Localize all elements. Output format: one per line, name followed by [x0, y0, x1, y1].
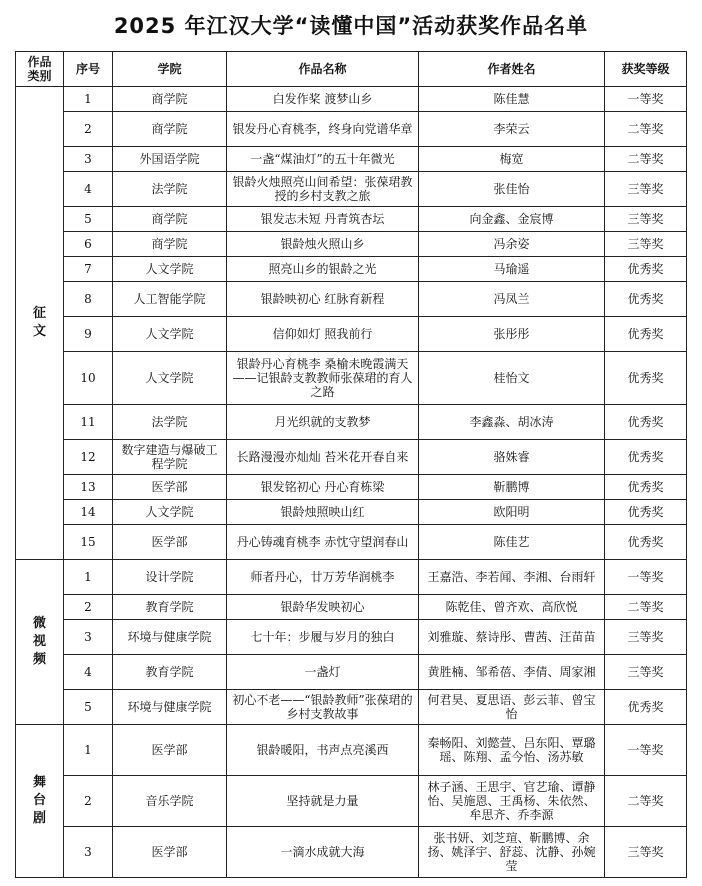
college-cell: 医学部 — [113, 525, 227, 560]
award-cell: 三等奖 — [605, 172, 687, 207]
seq-cell: 3 — [64, 620, 113, 655]
seq-cell: 1 — [64, 560, 113, 595]
seq-cell: 15 — [64, 525, 113, 560]
table-row — [16, 560, 687, 595]
category-label: 微视频 — [32, 616, 46, 667]
work-cell: 信仰如灯 照我前行 — [227, 317, 419, 352]
header-college: 学院 — [113, 52, 227, 87]
authors-cell: 王嘉浩、李若闻、李湘、台雨轩 — [419, 560, 605, 595]
work-cell: 一盏灯 — [227, 655, 419, 690]
college-cell: 教育学院 — [113, 595, 227, 620]
table-row — [16, 440, 687, 475]
authors-cell: 李鑫淼、胡冰涛 — [419, 405, 605, 440]
work-cell: 银龄丹心育桃李 桑榆未晚霞满天——记银龄支教教师张葆珺的育人之路 — [227, 352, 419, 405]
authors-cell: 林子涵、王思宇、官艺瑜、谭静怡、吴施恩、王禹杨、朱依然、牟思齐、乔李源 — [419, 776, 605, 827]
authors-cell: 黄胜楠、邹希蓓、李倩、周家湘 — [419, 655, 605, 690]
work-cell: 月光织就的支教梦 — [227, 405, 419, 440]
seq-cell: 8 — [64, 282, 113, 317]
college-cell: 商学院 — [113, 232, 227, 257]
work-cell: 银龄烛火照山乡 — [227, 232, 419, 257]
header-category: 作品类别 — [16, 52, 64, 87]
college-cell: 商学院 — [113, 112, 227, 147]
work-cell: 银龄烛照映山红 — [227, 500, 419, 525]
college-cell: 环境与健康学院 — [113, 690, 227, 725]
authors-cell: 马瑜遥 — [419, 257, 605, 282]
college-cell: 人文学院 — [113, 317, 227, 352]
table-row — [16, 827, 687, 878]
college-cell: 人文学院 — [113, 257, 227, 282]
work-cell: 银发铭初心 丹心育栋梁 — [227, 475, 419, 500]
seq-cell: 12 — [64, 440, 113, 475]
college-cell: 外国语学院 — [113, 147, 227, 172]
college-cell: 商学院 — [113, 207, 227, 232]
table-row — [16, 257, 687, 282]
work-cell: 七十年：步履与岁月的独白 — [227, 620, 419, 655]
table-row — [16, 87, 687, 112]
authors-cell: 骆姝睿 — [419, 440, 605, 475]
work-cell: 银龄映初心 红脉育新程 — [227, 282, 419, 317]
authors-cell: 陈乾佳、曾齐欢、高欣悦 — [419, 595, 605, 620]
authors-cell: 向金鑫、金宸博 — [419, 207, 605, 232]
seq-cell: 7 — [64, 257, 113, 282]
table-header-row — [16, 52, 687, 87]
work-cell: 银发丹心育桃李，终身向党谱华章 — [227, 112, 419, 147]
authors-cell: 欧阳明 — [419, 500, 605, 525]
table-row — [16, 112, 687, 147]
college-cell: 人文学院 — [113, 500, 227, 525]
work-cell: 银龄暖阳，书声点亮溪西 — [227, 725, 419, 776]
seq-cell: 13 — [64, 475, 113, 500]
seq-cell: 4 — [64, 655, 113, 690]
authors-cell: 李荣云 — [419, 112, 605, 147]
authors-cell: 张书妍、刘芝瑄、靳鹏博、余扬、姚泽宇、舒蕊、沈静、孙婉莹 — [419, 827, 605, 878]
work-cell: 长路漫漫亦灿灿 苔米花开春自来 — [227, 440, 419, 475]
award-cell: 优秀奖 — [605, 475, 687, 500]
college-cell: 医学部 — [113, 725, 227, 776]
award-cell: 二等奖 — [605, 595, 687, 620]
award-cell: 优秀奖 — [605, 440, 687, 475]
award-cell: 优秀奖 — [605, 257, 687, 282]
category-label: 舞台剧 — [32, 775, 46, 826]
college-cell: 设计学院 — [113, 560, 227, 595]
work-cell: 初心不老——“银龄教师”张葆珺的乡村支教故事 — [227, 690, 419, 725]
award-cell: 二等奖 — [605, 112, 687, 147]
award-cell: 三等奖 — [605, 620, 687, 655]
seq-cell: 10 — [64, 352, 113, 405]
authors-cell: 陈佳慧 — [419, 87, 605, 112]
work-cell: 师者丹心，廿万芳华润桃李 — [227, 560, 419, 595]
award-cell: 三等奖 — [605, 827, 687, 878]
college-cell: 商学院 — [113, 87, 227, 112]
college-cell: 医学部 — [113, 827, 227, 878]
authors-cell: 冯余姿 — [419, 232, 605, 257]
table-row — [16, 776, 687, 827]
seq-cell: 11 — [64, 405, 113, 440]
college-cell: 法学院 — [113, 172, 227, 207]
seq-cell: 14 — [64, 500, 113, 525]
seq-cell: 5 — [64, 690, 113, 725]
award-cell: 优秀奖 — [605, 317, 687, 352]
seq-cell: 2 — [64, 595, 113, 620]
seq-cell: 2 — [64, 112, 113, 147]
work-cell: 坚持就是力量 — [227, 776, 419, 827]
award-cell: 一等奖 — [605, 560, 687, 595]
seq-cell: 3 — [64, 827, 113, 878]
college-cell: 人文学院 — [113, 352, 227, 405]
category-cell-stage-play — [16, 725, 64, 878]
table-row — [16, 207, 687, 232]
seq-cell: 9 — [64, 317, 113, 352]
authors-cell: 冯凤兰 — [419, 282, 605, 317]
work-cell: 银发志未短 丹青筑杏坛 — [227, 207, 419, 232]
award-cell: 三等奖 — [605, 655, 687, 690]
header-award: 获奖等级 — [605, 52, 687, 87]
award-cell: 二等奖 — [605, 147, 687, 172]
category-label: 征文 — [32, 306, 46, 339]
seq-cell: 6 — [64, 232, 113, 257]
college-cell: 人工智能学院 — [113, 282, 227, 317]
award-table — [15, 51, 687, 878]
work-cell: 银龄火烛照亮山间希望：张葆珺教授的乡村支教之旅 — [227, 172, 419, 207]
table-row — [16, 620, 687, 655]
table-row — [16, 232, 687, 257]
table-row — [16, 725, 687, 776]
authors-cell: 桂怡文 — [419, 352, 605, 405]
seq-cell: 2 — [64, 776, 113, 827]
award-cell: 优秀奖 — [605, 690, 687, 725]
work-cell: 一滴水成就大海 — [227, 827, 419, 878]
college-cell: 数字建造与爆破工程学院 — [113, 440, 227, 475]
seq-cell: 4 — [64, 172, 113, 207]
work-cell: 白发作桨 渡梦山乡 — [227, 87, 419, 112]
table-row — [16, 690, 687, 725]
table-row — [16, 500, 687, 525]
seq-cell: 3 — [64, 147, 113, 172]
table-row — [16, 475, 687, 500]
authors-cell: 何君昊、夏思语、彭云菲、曾宝怡 — [419, 690, 605, 725]
table-row — [16, 317, 687, 352]
seq-cell: 1 — [64, 725, 113, 776]
table-row — [16, 525, 687, 560]
work-cell: 银龄华发映初心 — [227, 595, 419, 620]
table-row — [16, 352, 687, 405]
seq-cell: 5 — [64, 207, 113, 232]
college-cell: 法学院 — [113, 405, 227, 440]
authors-cell: 刘雅璇、蔡诗彤、曹茜、汪苗苗 — [419, 620, 605, 655]
award-cell: 优秀奖 — [605, 282, 687, 317]
work-cell: 一盏“煤油灯”的五十年微光 — [227, 147, 419, 172]
work-cell: 丹心铸魂育桃李 赤忱守望润春山 — [227, 525, 419, 560]
authors-cell: 靳鹏博 — [419, 475, 605, 500]
college-cell: 教育学院 — [113, 655, 227, 690]
award-cell: 二等奖 — [605, 776, 687, 827]
header-authors: 作者姓名 — [419, 52, 605, 87]
college-cell: 医学部 — [113, 475, 227, 500]
table-row — [16, 595, 687, 620]
authors-cell: 张佳怡 — [419, 172, 605, 207]
college-cell: 音乐学院 — [113, 776, 227, 827]
authors-cell: 梅宽 — [419, 147, 605, 172]
seq-cell: 1 — [64, 87, 113, 112]
table-body — [16, 87, 687, 878]
authors-cell: 陈佳艺 — [419, 525, 605, 560]
award-cell: 优秀奖 — [605, 405, 687, 440]
award-cell: 优秀奖 — [605, 352, 687, 405]
college-cell: 环境与健康学院 — [113, 620, 227, 655]
award-cell: 优秀奖 — [605, 525, 687, 560]
award-cell: 三等奖 — [605, 207, 687, 232]
authors-cell: 张彤彤 — [419, 317, 605, 352]
award-cell: 一等奖 — [605, 725, 687, 776]
category-cell-video — [16, 560, 64, 725]
page-title: 2025 年江汉大学“读懂中国”活动获奖作品名单 — [113, 14, 589, 38]
table-row — [16, 147, 687, 172]
table-row — [16, 282, 687, 317]
category-cell-essay — [16, 87, 64, 560]
table-row — [16, 172, 687, 207]
table-row — [16, 655, 687, 690]
award-cell: 优秀奖 — [605, 500, 687, 525]
table-row — [16, 405, 687, 440]
header-seq: 序号 — [64, 52, 113, 87]
award-cell: 三等奖 — [605, 232, 687, 257]
work-cell: 照亮山乡的银龄之光 — [227, 257, 419, 282]
authors-cell: 秦畅阳、刘懿萱、吕东阳、覃璐瑶、陈翔、孟今怡、汤苏敏 — [419, 725, 605, 776]
header-work: 作品名称 — [227, 52, 419, 87]
award-cell: 一等奖 — [605, 87, 687, 112]
